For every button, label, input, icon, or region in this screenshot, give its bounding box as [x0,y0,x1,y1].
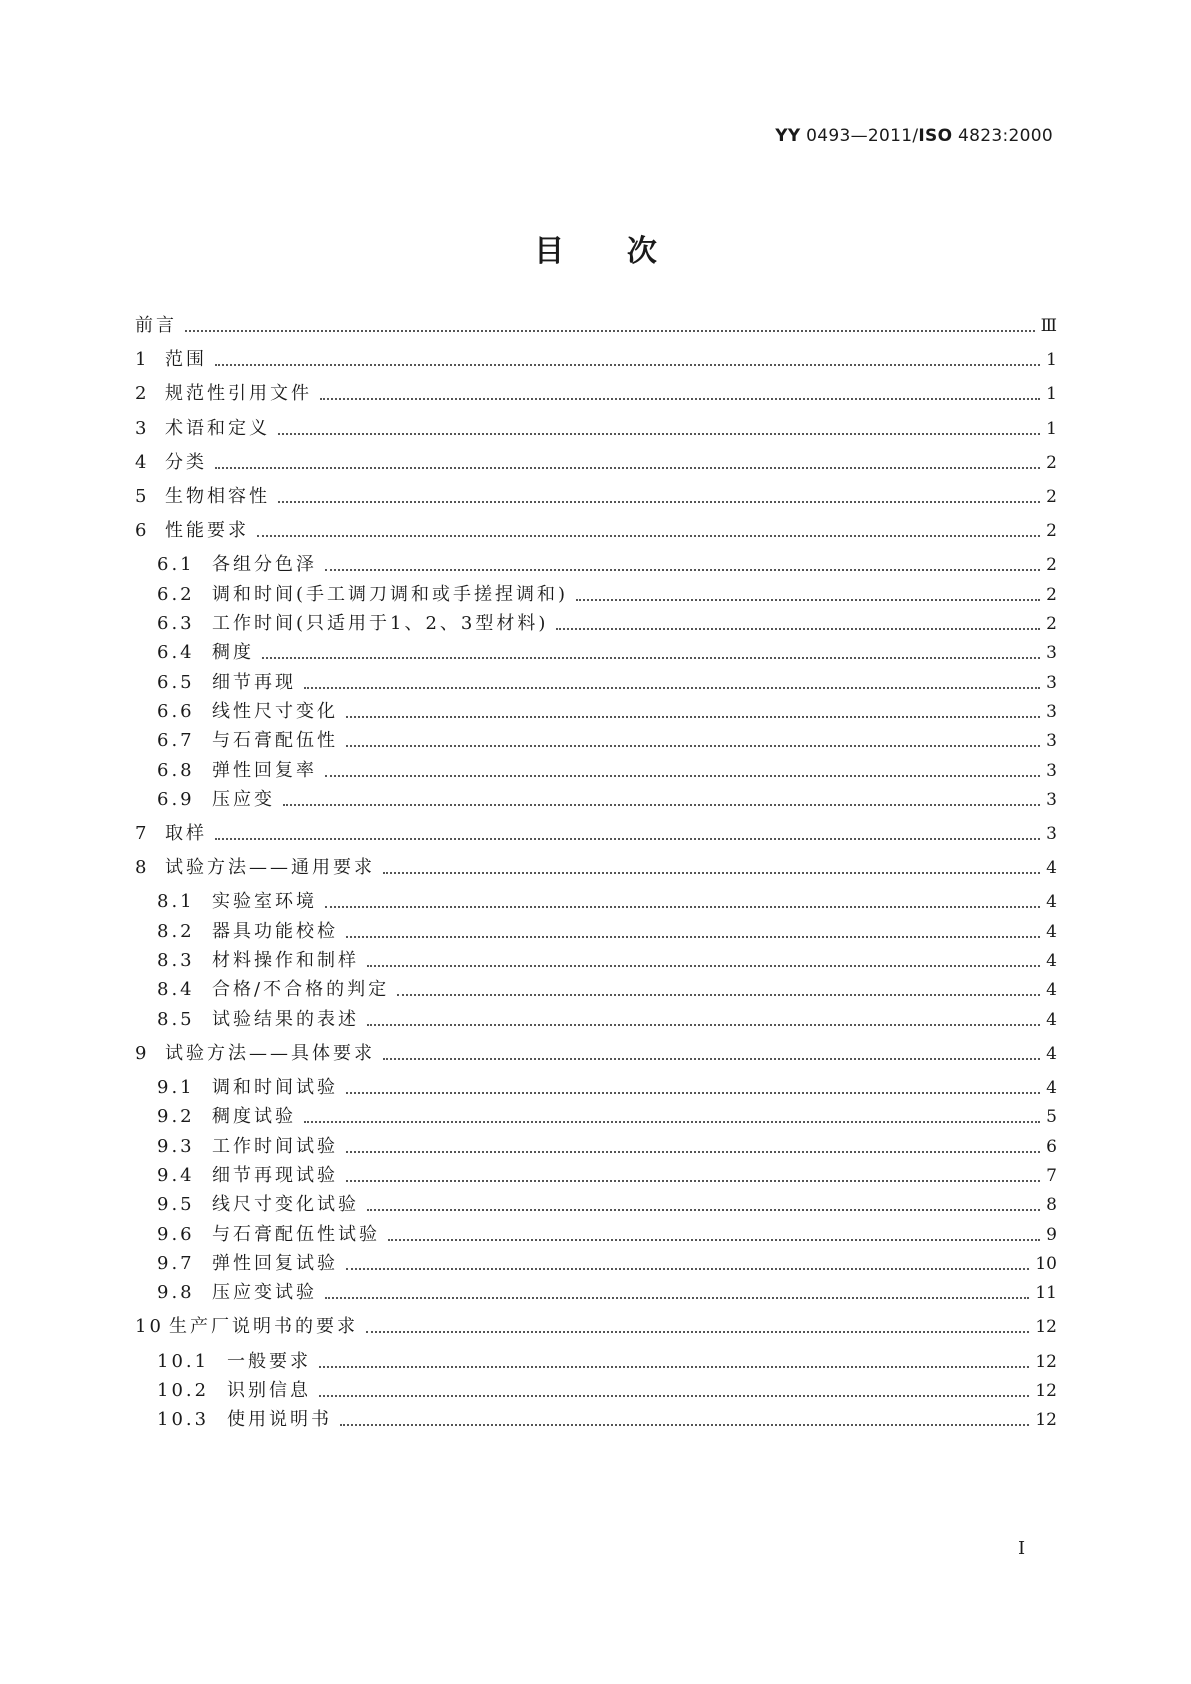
toc-entry-number: 6.9 [157,788,195,810]
toc-entry-number: 6.3 [157,613,195,634]
toc-entry-page: 12 [1035,1410,1057,1431]
toc-entry-label: 试验方法——具体要求 [165,1042,375,1064]
toc-entry-page: 3 [1046,731,1057,752]
toc-entry-label: 一般要求 [227,1350,311,1372]
toc-entry [135,450,1057,476]
toc-entry-label: 范围 [165,349,207,371]
toc-entry-label: 弹性回复试验 [212,1252,338,1274]
toc-entry [157,948,1057,974]
toc-entry-label: 压应变试验 [212,1282,317,1304]
toc-entry-label: 工作时间试验 [212,1135,338,1157]
toc-leader-dots [346,1180,1040,1182]
toc-leader-dots [304,687,1040,689]
toc-entry-page: 4 [1046,858,1057,879]
toc-entry-number: 9.2 [157,1106,195,1128]
toc-entry-page: Ⅲ [1040,316,1057,336]
toc-leader-dots [367,965,1040,967]
toc-entry [135,518,1057,544]
toc-leader-dots [185,330,1035,332]
toc-leader-dots [367,1024,1040,1026]
toc-entry-label: 使用说明书 [227,1409,332,1431]
toc-entry [157,1104,1057,1130]
toc-entry-label: 识别信息 [227,1379,311,1401]
toc-entry [157,1163,1057,1189]
toc-entry-label: 调和时间试验 [212,1077,338,1098]
toc-leader-dots [325,1297,1029,1299]
toc-entry-number: 8 [135,857,150,879]
toc-entry-number: 10.3 [157,1409,210,1431]
toc-entry [157,1251,1057,1277]
toc-leader-dots [325,775,1040,777]
toc-entry-label: 实验室环境 [212,891,317,913]
toc-entry-label: 与石膏配伍性试验 [212,1223,380,1245]
toc-entry-label: 生产厂说明书的要求 [169,1316,358,1338]
toc-entry [135,381,1057,407]
toc-leader-dots [346,745,1040,747]
toc-entry-number: 8.3 [157,950,195,971]
toc-entry-page: 4 [1046,1009,1057,1030]
toc-entry-label: 工作时间(只适用于1、2、3型材料) [212,613,549,634]
toc-leader-dots [576,599,1040,601]
toc-entry-page: 1 [1046,350,1057,371]
toc-entry-page: 4 [1046,980,1057,1001]
toc-entry-number: 10 [135,1316,164,1338]
toc-entry-number: 8.2 [157,920,195,942]
toc-entry-page: 3 [1046,760,1057,781]
toc-entry-label: 细节再现试验 [212,1164,338,1186]
toc-entry-number: 10.1 [157,1350,210,1372]
toc-entry-label: 规范性引用文件 [165,383,312,405]
toc-entry-page: 7 [1046,1165,1057,1186]
toc-entry-number: 8.5 [157,1008,195,1030]
toc-entry-number: 6.1 [157,554,195,576]
toc-leader-dots [346,936,1040,938]
toc-entry-page: 2 [1046,555,1057,576]
toc-entry [135,313,1057,339]
toc-entry-number: 2 [135,383,150,405]
toc-entry [157,640,1057,666]
toc-entry [157,787,1057,813]
toc-leader-dots [278,501,1040,503]
toc-entry [157,611,1057,637]
toc-entry [135,347,1057,373]
toc-leader-dots [325,906,1040,908]
toc-entry-number: 9.8 [157,1282,195,1304]
toc-leader-dots [340,1424,1029,1426]
standard-code [775,126,1053,146]
toc-entry-number: 6.2 [157,583,195,605]
toc-entry [157,1134,1057,1160]
toc-entry-page: 1 [1046,384,1057,405]
toc-entry-page: 12 [1035,1380,1057,1401]
toc-entry-page: 12 [1035,1351,1057,1372]
toc-entry-number: 8.4 [157,979,195,1001]
toc-leader-dots [346,1092,1040,1094]
toc-entry [157,552,1057,578]
toc-entry-page: 2 [1046,487,1057,507]
toc-entry [135,1041,1057,1067]
toc-entry-page: 4 [1046,921,1057,942]
toc-leader-dots [278,433,1040,435]
toc-entry-page: 3 [1046,643,1057,664]
toc-entry-number: 1 [135,349,150,371]
toc-entry-label: 线尺寸变化试验 [212,1194,359,1216]
toc-entry-number: 10.2 [157,1379,210,1401]
toc-leader-dots [283,804,1040,806]
toc-entry-page: 4 [1046,1043,1057,1064]
standard-code-prefix: YY [775,126,801,146]
toc-leader-dots [397,994,1040,996]
toc-entry [157,1192,1057,1218]
toc-entry-label: 试验方法——通用要求 [165,857,375,879]
toc-entry [135,484,1057,510]
toc-leader-dots [319,1395,1029,1397]
toc-entry-label: 材料操作和制样 [212,950,359,971]
toc-entry-label: 稠度 [212,642,254,664]
toc-entry-page: 8 [1046,1195,1057,1216]
toc-leader-dots [215,364,1040,366]
toc-leader-dots [383,1058,1040,1060]
toc-leader-dots [366,1331,1029,1333]
toc-entry-page: 2 [1046,614,1057,634]
standard-code-iso-number: 4823:2000 [952,126,1053,146]
toc-leader-dots [346,1151,1040,1153]
toc-entry [157,1075,1057,1101]
toc-entry-number: 3 [135,417,150,439]
toc-entry [157,582,1057,608]
toc-entry-label: 器具功能校检 [212,920,338,942]
toc-entry-page: 2 [1046,452,1057,473]
toc-entry [157,1222,1057,1248]
toc-entry-number: 9.7 [157,1252,195,1274]
toc-entry-page: 6 [1046,1136,1057,1157]
toc-entry-number: 6.8 [157,759,195,781]
toc-leader-dots [319,1366,1029,1368]
toc-entry [135,416,1057,442]
toc-entry-label: 弹性回复率 [212,759,317,781]
toc-entry-page: 10 [1035,1253,1057,1274]
toc-entry-page: 3 [1046,672,1057,693]
toc-entry-page: 4 [1046,1078,1057,1098]
toc-entry-number: 4 [135,451,150,473]
toc-entry-page: 4 [1046,892,1057,913]
toc-entry [157,977,1057,1003]
toc-entry-label: 调和时间(手工调刀调和或手搓捏调和) [212,583,569,605]
toc-entry-page: 4 [1046,951,1057,971]
toc-leader-dots [388,1239,1040,1241]
toc-entry-page: 1 [1046,418,1057,439]
toc-entry [135,855,1057,881]
toc-entry-label: 取样 [165,823,207,844]
toc-entry-label: 线性尺寸变化 [212,700,338,722]
toc-leader-dots [257,535,1040,537]
page-title: 目 次 [534,234,657,269]
toc-entry-label: 生物相容性 [165,486,270,507]
toc-entry-number: 8.1 [157,891,195,913]
toc-entry-number: 9.6 [157,1223,195,1245]
toc-entry-number: 6.4 [157,642,195,664]
toc-leader-dots [304,1121,1040,1123]
toc-entry-number: 6.5 [157,671,195,693]
toc-entry-number: 6.6 [157,700,195,722]
toc-entry [157,919,1057,945]
toc-entry [157,1280,1057,1306]
toc-leader-dots [383,872,1040,874]
toc-leader-dots [367,1209,1040,1211]
toc-entry-number: 9.4 [157,1164,195,1186]
toc-entry-label: 压应变 [212,788,275,810]
toc-entry-number: 6 [135,520,150,542]
toc-entry-number: 9.5 [157,1194,195,1216]
toc-entry-page: 2 [1046,584,1057,605]
toc-entry-page: 9 [1046,1224,1057,1245]
toc-leader-dots [262,657,1040,659]
toc-leader-dots [346,1268,1029,1270]
toc-entry-number: 9.1 [157,1077,195,1098]
toc-entry [157,889,1057,915]
toc-entry [135,821,1057,847]
toc-entry-page: 5 [1046,1107,1057,1128]
toc-entry-page: 2 [1046,521,1057,542]
toc-entry-number: 9 [135,1042,150,1064]
toc-leader-dots [215,838,1040,840]
toc-entry-label: 细节再现 [212,671,296,693]
toc-entry-number: 5 [135,486,150,507]
toc-entry-label: 术语和定义 [165,417,270,439]
toc-entry-label: 前言 [135,315,177,336]
toc-entry-page: 3 [1046,824,1057,844]
toc-entry-number: 9.3 [157,1135,195,1157]
toc-entry [157,670,1057,696]
toc-entry-page: 11 [1035,1283,1057,1304]
toc-entry [157,1349,1057,1375]
standard-code-number: 0493—2011/ [800,126,919,146]
toc-entry [157,699,1057,725]
toc-leader-dots [325,569,1040,571]
toc-entry [157,728,1057,754]
toc-entry-page: 12 [1035,1317,1057,1338]
toc-entry-label: 试验结果的表述 [212,1008,359,1030]
toc-leader-dots [346,716,1040,718]
toc-entry-label: 合格/不合格的判定 [212,979,390,1001]
toc-entry-page: 3 [1046,701,1057,722]
toc-entry-label: 各组分色泽 [212,554,317,576]
toc-entry [157,1407,1057,1433]
footer-page-number: I [1018,1538,1026,1559]
toc-entry [135,1314,1057,1340]
toc-entry-number: 7 [135,823,150,844]
toc-leader-dots [215,467,1040,469]
standard-code-iso: ISO [918,126,953,146]
toc-entry [157,1378,1057,1404]
toc-entry-number: 6.7 [157,730,195,752]
toc-entry-page: 3 [1046,789,1057,810]
toc-leader-dots [320,398,1040,400]
toc-leader-dots [556,628,1040,630]
toc-entry-label: 与石膏配伍性 [212,730,338,752]
toc-entry [157,1007,1057,1033]
toc-entry-label: 分类 [165,451,207,473]
toc-entry-label: 性能要求 [165,520,249,542]
toc-entry [157,758,1057,784]
toc-entry-label: 稠度试验 [212,1106,296,1128]
